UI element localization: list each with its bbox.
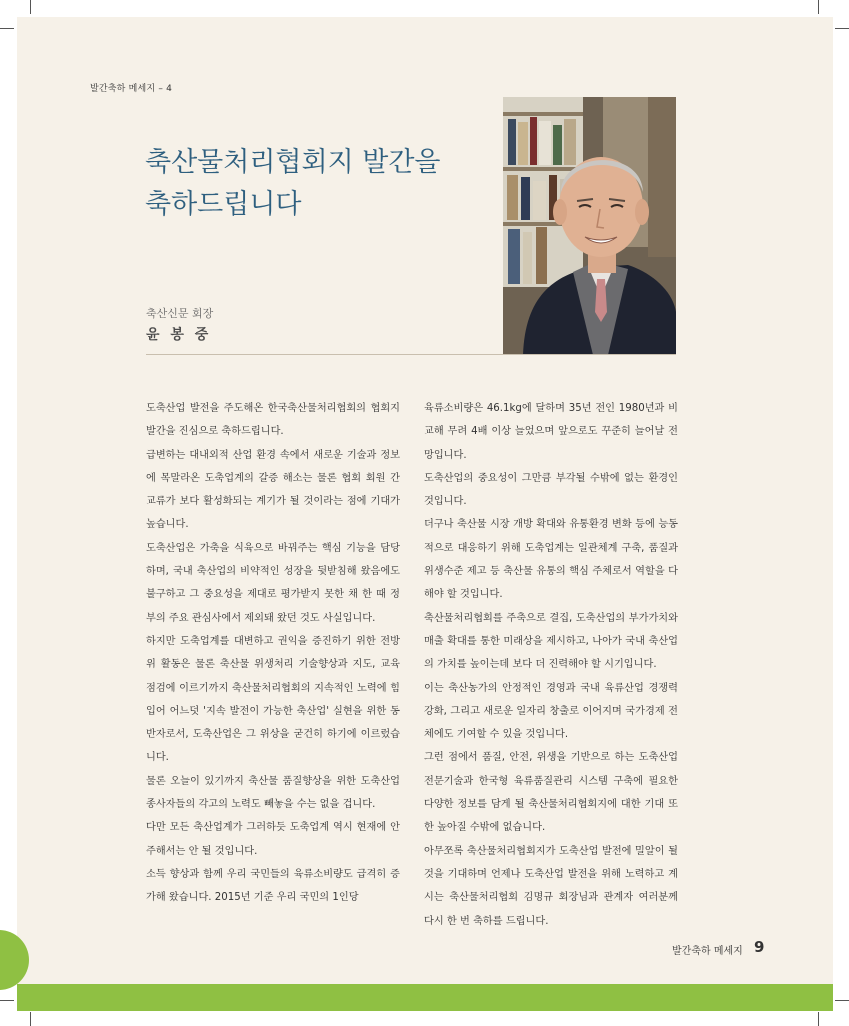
paragraph: 소득 향상과 함께 우리 국민들의 육류소비량도 급격히 증가해 왔습니다. 2015년 기준 우리 국민의 1인당 [146,868,400,904]
paragraph: 하지만 도축업계를 대변하고 권익을 증진하기 위한 전방위 활동은 물론 축산물 위생처리 기술향상과 지도, 교육 점검에 이르기까지 축산물처리협회의 지속적인 노력에 힘입어 어느덧 '지속 발전이 가능한 축산업' 실현을 위한 동반자로서, 도축산업은 그 위상을 굳건히 하기에 이르렀습니다. [146,635,400,764]
title-line: 축산물처리협회지 발간을 [145,147,441,178]
paragraph: 물론 오늘이 있기까지 축산물 품질향상을 위한 도축산업 종사자들의 각고의 노력도 빼놓을 수는 없을 겁니다. [146,775,400,811]
paragraph: 다만 모든 축산업계가 그러하듯 도축업계 역시 현재에 안주해서는 안 될 것입니다. [146,822,400,857]
paragraph: 육류소비량은 46.1kg에 달하며 35년 전인 1980년과 비교해 무려 4배 이상 늘었으며 앞으로도 꾸준히 늘어날 전망입니다. [424,403,678,461]
section-label: 발간축하 메세지 – 4 [90,84,173,94]
footer-green-bar [17,984,833,1011]
crop-mark [30,1012,31,1026]
paragraph: 더구나 축산물 시장 개방 확대와 유통환경 변화 등에 능동적으로 대응하기 위해 도축업계는 일관체계 구축, 품질과 위생수준 제고 등 축산물 유통의 핵심 주체로서 역할을 다해야 할 것입니다. [424,519,678,601]
crop-mark [30,0,31,14]
crop-mark [835,28,849,29]
paragraph: 아무쪼록 축산물처리협회지가 도축산업 발전에 밀알이 될 것을 기대하며 언제나 도축산업 발전을 위해 노력하고 계시는 축산물처리협회 김명규 회장님과 관계자 여러분께 다시 한 번 축하를 드립니다. [424,845,678,927]
paragraph: 도축산업 발전을 주도해온 한국축산물처리협회의 협회지 발간을 진심으로 축하드립니다. [146,403,400,438]
title-line: 축하드립니다 [145,189,302,220]
author-photo [503,97,676,355]
page-number: 9 [754,938,765,956]
crop-mark [818,0,819,14]
paragraph: 그런 점에서 품질, 안전, 위생을 기반으로 하는 도축산업 전문기술과 한국형 육류품질관리 시스템 구축에 필요한 다양한 정보를 담게 될 축산물처리협회지에 대한 기대 또한 높아질 수밖에 없습니다. [424,752,678,834]
paragraph: 급변하는 대내외적 산업 환경 속에서 새로운 기술과 정보에 목말라온 도축업계의 갈증 해소는 물론 협회 회원 간 교류가 보다 활성화되는 계기가 될 것이라는 점에 기대가 높습니다. [146,449,400,531]
footer-label: 발간축하 메세지 [672,946,743,957]
paragraph: 도축산업은 가축을 식육으로 바꿔주는 핵심 기능을 담당하며, 국내 축산업의 비약적인 성장을 뒷받침해 왔음에도 불구하고 그 중요성을 제대로 평가받지 못한 채 한 때 정부의 주요 관심사에서 제외돼 왔던 것도 사실입니다. [146,542,400,624]
author-name: 윤 봉 중 [146,327,212,343]
body-column-right [424,397,678,933]
divider [146,354,676,355]
paragraph: 도축산업의 중요성이 그만큼 부각될 수밖에 없는 환경인 것입니다. [424,472,678,508]
crop-mark [0,28,14,29]
crop-mark [0,1000,14,1001]
crop-mark [818,1012,819,1026]
paragraph: 이는 축산농가의 안정적인 경영과 국내 육류산업 경쟁력 강화, 그리고 새로운 일자리 창출로 이어지며 국가경제 전체에도 기여할 수 있을 것입니다. [424,682,678,741]
author-role: 축산신문 회장 [146,307,214,320]
paragraph: 축산물처리협회를 주축으로 결집, 도축산업의 부가가치와 매출 확대를 통한 미래상을 제시하고, 나아가 국내 축산업의 가치를 높이는데 보다 더 진력해야 할 시기입니다. [424,612,678,671]
page-title [145,142,485,226]
crop-mark [835,1000,849,1001]
body-column-left [146,397,400,910]
